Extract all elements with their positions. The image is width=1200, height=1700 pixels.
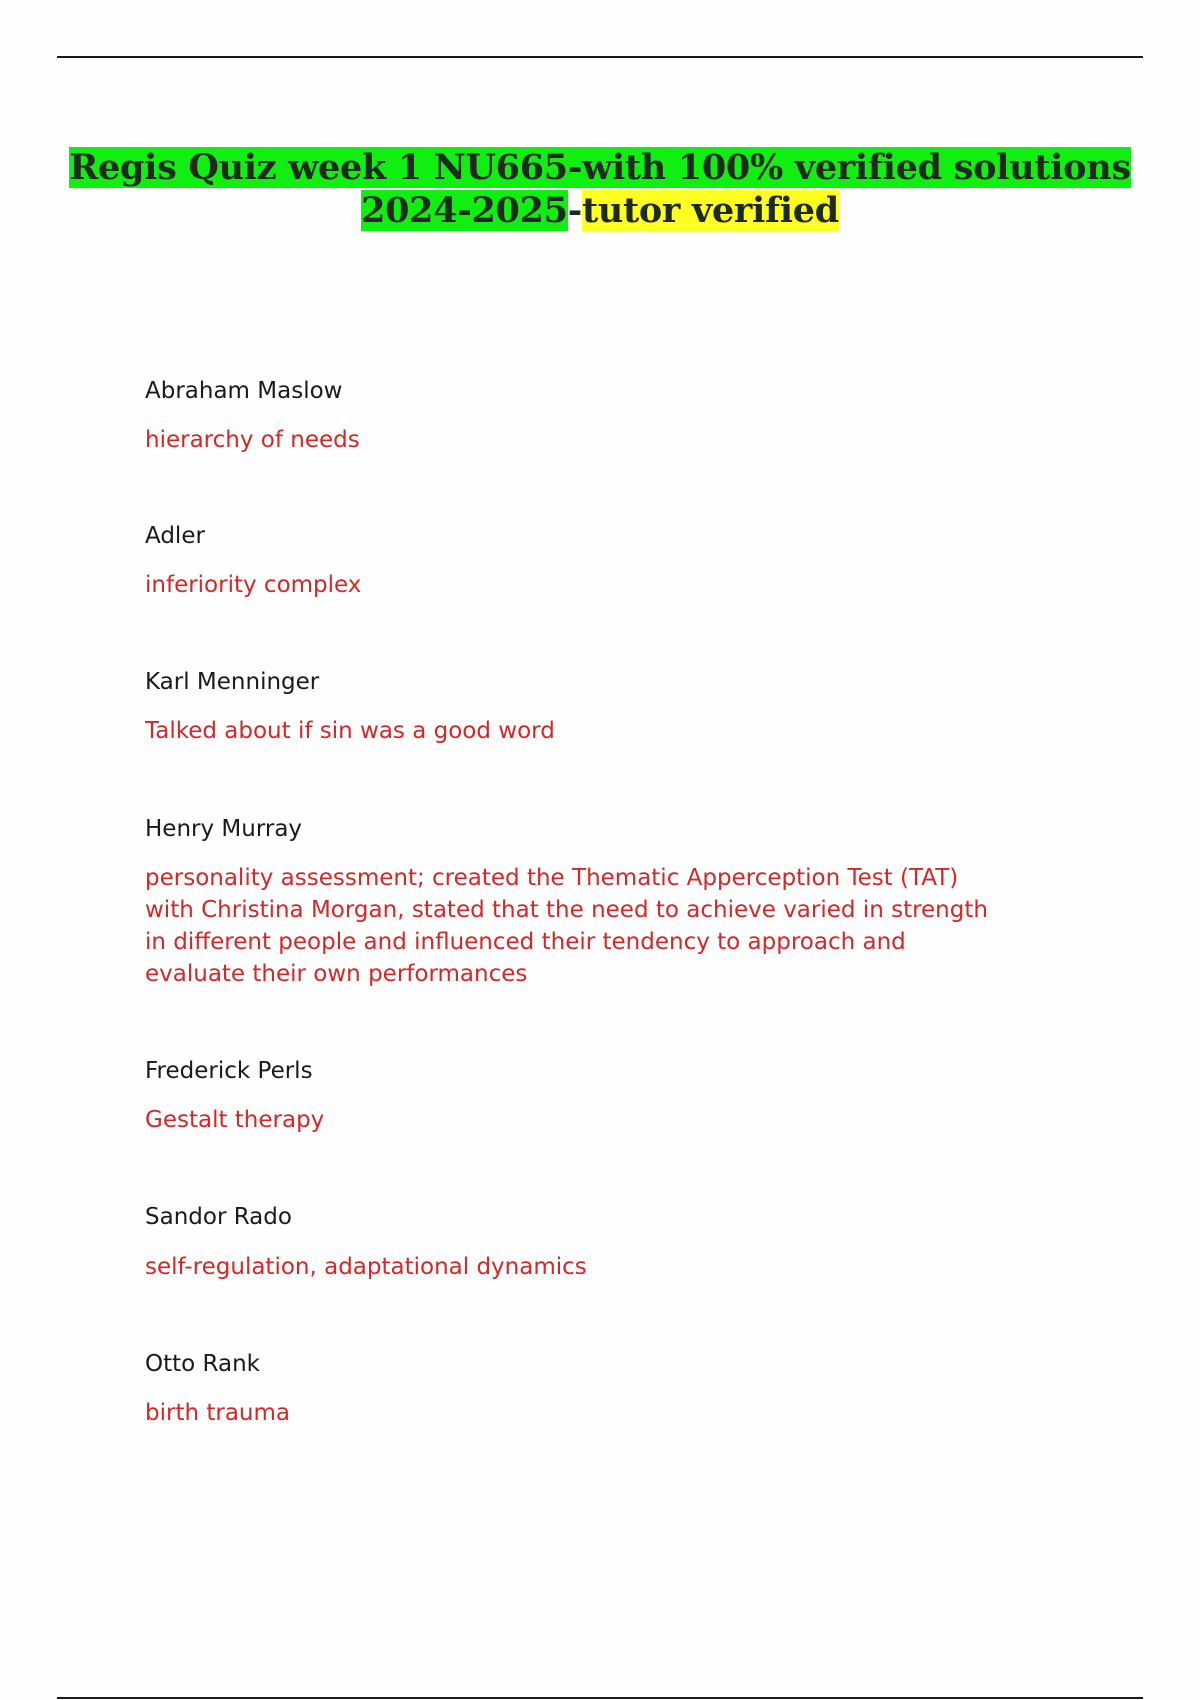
entry-definition: hierarchy of needs <box>145 427 360 453</box>
definition-line: with Christina Morgan, stated that the need to achieve varied in strength <box>145 897 988 923</box>
entry-karl-menninger <box>145 666 1045 747</box>
entry-henry-murray <box>145 813 1045 990</box>
definition-line: personality assessment; created the Thematic Apperception Test (TAT) <box>145 865 959 891</box>
entry-definition: birth trauma <box>145 1400 290 1426</box>
entry-term: Adler <box>145 523 205 549</box>
entry-definition: Gestalt therapy <box>145 1107 325 1133</box>
entry-otto-rank <box>145 1348 1045 1429</box>
entry-adler <box>145 520 1045 601</box>
bottom-rule <box>57 1697 1143 1699</box>
title-tutor-verified-highlight: tutor verified <box>581 190 839 231</box>
entry-definition <box>145 862 1045 990</box>
document-title <box>0 146 1200 232</box>
definition-line: in different people and influenced their tendency to approach and <box>145 929 906 955</box>
title-year-highlight: 2024-2025 <box>361 190 568 231</box>
entry-abraham-maslow <box>145 375 1045 456</box>
entry-term: Otto Rank <box>145 1351 260 1377</box>
entry-term: Abraham Maslow <box>145 378 343 404</box>
entry-term: Sandor Rado <box>145 1204 292 1230</box>
entry-term: Karl Menninger <box>145 669 320 695</box>
title-line-1: Regis Quiz week 1 NU665-with 100% verified solutions <box>69 147 1131 188</box>
entry-term: Henry Murray <box>145 816 303 842</box>
entry-definition: self-regulation, adaptational dynamics <box>145 1254 587 1280</box>
entry-frederick-perls <box>145 1055 1045 1136</box>
entry-definition: inferiority complex <box>145 572 362 598</box>
top-rule <box>57 56 1143 58</box>
entry-definition: Talked about if sin was a good word <box>145 718 555 744</box>
entry-sandor-rado <box>145 1201 1045 1283</box>
title-dash: - <box>567 190 582 231</box>
definition-line: evaluate their own performances <box>145 961 528 987</box>
entry-term: Frederick Perls <box>145 1058 313 1084</box>
